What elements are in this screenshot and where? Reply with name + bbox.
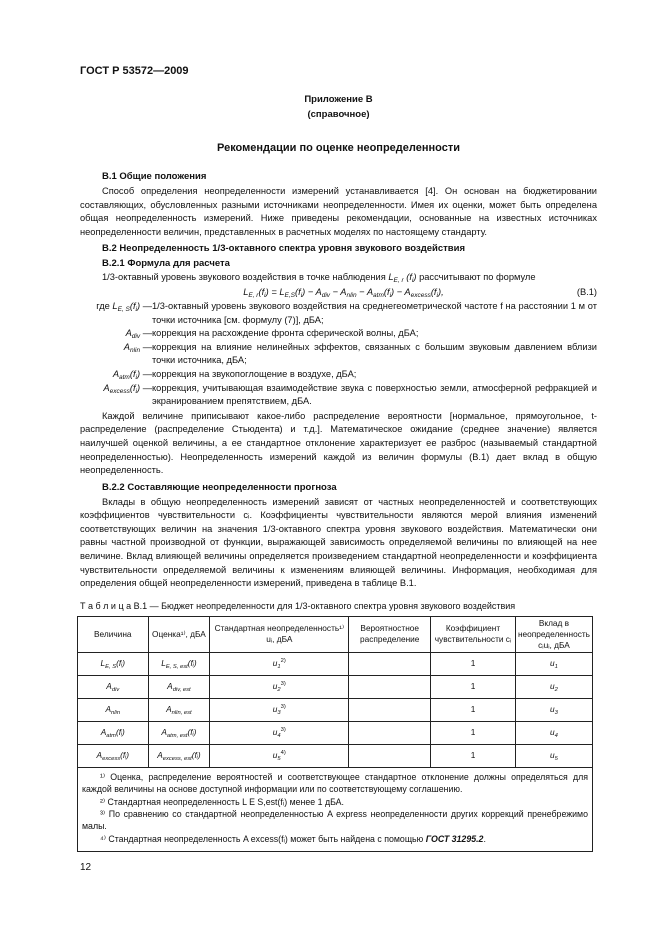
cell-distribution (349, 744, 431, 767)
appendix-subtitle: (справочное) (307, 109, 370, 120)
cell-estimate: $L_{E, S, est}(fᵢ)$ (148, 652, 210, 675)
cell-coefficient: 1 (431, 675, 516, 698)
cell-distribution (349, 675, 431, 698)
cell-contribution: $u_5$ (515, 744, 592, 767)
column-header: Стандартная неопределенность¹⁾ uᵢ, дБА (210, 616, 349, 652)
note-2: ²⁾ Стандартная неопределенность L E S,est(fᵢ) менее 1 дБА. (100, 796, 344, 807)
formula-intro: 1/3-октавный уровень звукового воздействия в точке наблюдения $L_{E, r}$ $(f_i)$ рассчитывают по формуле (102, 272, 536, 285)
definition-desc-aatm: коррекция на звукопоглощение в воздухе, дБА; (152, 368, 357, 379)
cell-estimate: $A_{div, est}$ (148, 675, 210, 698)
column-header: Коэффициент чувствительности cᵢ (431, 616, 516, 652)
formula-b1: $L_{E, r}(f_i) = L_{E,S}(f_i) - A_{div} - A_{nlin} - A_{atm}(f_i) - A_{excess}(f_i)$, (243, 286, 444, 299)
note-3: ³⁾ По сравнению со стандартной неопределенностью A express неопределенности других коррекций пренебрежимо малы. (82, 809, 588, 832)
section-b1-heading: В.1 Общие положения (102, 171, 207, 182)
cell-estimate: $A_{atm, est}(fᵢ)$ (148, 721, 210, 744)
cell-coefficient: 1 (431, 721, 516, 744)
cell-quantity: $L_{E, S}(fᵢ)$ (78, 652, 149, 675)
table-caption: Т а б л и ц а В.1 — Бюджет неопределенности для 1/3-октавного спектра уровня звукового воздействия (80, 600, 516, 611)
definition-term-les: где $L_{E, S}(f_i)$ — (96, 300, 152, 313)
cell-estimate: $A_{nlin, est}$ (148, 698, 210, 721)
section-b21-text (80, 410, 597, 478)
table-row (78, 675, 593, 698)
paragraph: Вклады в общую неопределенность измерений зависят от частных неопределенностей и соответствующих коэффициентов чувствительности cᵢ. Коэффициенты чувствительности являются мерой влияния изменений соответствующих величин на значения 1/3-октавного спектра уровня звукового воздействия. Математически они равны частной производной от функции, выражающей зависимость определяемой величины по влияющей на нее величине. Вклад влияющей величины определяется произведением стандартной неопределенности и коэффициента чувствительности определяемой величины к изменениям влияющей величины. Информация, необходимая для определения общей неопределенности измерений, приведена в таблице В.1. (80, 496, 597, 589)
cell-std-uncertainty: $u_5^{4)}$ (210, 744, 349, 767)
cell-distribution (349, 698, 431, 721)
table-row (78, 652, 593, 675)
paragraph: Способ определения неопределенности измерений устанавливается [4]. Он основан на бюджетировании составляющих, обусловленных разными источниками неопределенности. Имея их оценки, может быть определена общая неопределенность измерений. Ниже приведены рекомендации, основанные на известных источниках неопределенности величин, представленных в расчетных моделях по настоящему стандарту. (80, 186, 597, 237)
cell-estimate: $A_{excess, est}(fᵢ)$ (148, 744, 210, 767)
section-b2-heading: В.2 Неопределенность 1/3-октавного спектра уровня звукового воздействия (102, 243, 466, 255)
cell-coefficient: 1 (431, 652, 516, 675)
section-b22-heading: В.2.2 Составляющие неопределенности прогноза (102, 481, 337, 493)
cell-contribution: $u_1$ (515, 652, 592, 675)
paragraph: Каждой величине приписывают какое-либо распределение вероятности [нормальное, прямоугольное, t-распределение (распределение Стьюдента) и т.д.]. Математическое ожидание (среднее значение) является наилучшей оценкой величины, а ее стандартное отклонение характеризует ее разброс (называемый стандартной неопределенностью). Неопределенность измерений каждой из величин формулы (В.1) дает вклад в общую неопределенность. (80, 410, 597, 476)
cell-contribution: $u_4$ (515, 721, 592, 744)
column-header: Вклад в неопределенность cᵢuᵢ, дБА (515, 616, 592, 652)
column-header: Величина (78, 616, 149, 652)
table-header-row (78, 616, 593, 652)
cell-std-uncertainty: $u_1^{2)}$ (210, 652, 349, 675)
table-row (78, 721, 593, 744)
page-number: 12 (80, 862, 92, 874)
definitions-list (80, 300, 597, 409)
uncertainty-budget-table (77, 616, 593, 852)
definition-desc-les: 1/3-октавный уровень звукового воздействия на среднегеометрической частоте f на расстоянии 1 м от точки источника [см. формулу (7)], дБА; (152, 300, 597, 325)
cell-coefficient: 1 (431, 744, 516, 767)
section-b22-text (80, 496, 597, 591)
table-row (78, 698, 593, 721)
table-row (78, 744, 593, 767)
definition-term-aexcess: $A_{excess}(f_i)$ — (103, 382, 152, 395)
formula-row (80, 285, 597, 300)
definition-desc-aexcess: коррекция, учитывающая взаимодействие звука с поверхностью земли, атмосферной рефракцией и экранированием препятствием, дБА. (152, 382, 597, 407)
table-notes (78, 767, 593, 851)
note-4: ⁴⁾ Стандартная неопределенность A excess(fᵢ) может быть найдена с помощью ГОСТ 31295.2. (100, 833, 486, 844)
document-id: ГОСТ Р 53572—2009 (80, 65, 189, 77)
section-b1-text (80, 185, 597, 239)
definition-desc-adiv: коррекция на расхождение фронта сферической волны, дБА; (152, 328, 419, 339)
cell-quantity: $A_{nlin}$ (78, 698, 149, 721)
definition-term-aatm: $A_{atm}(f_i)$ — (112, 368, 152, 381)
equation-number: (B.1) (576, 286, 597, 297)
table-notes-row (78, 767, 593, 851)
cell-quantity: $A_{atm}(fᵢ)$ (78, 721, 149, 744)
cell-quantity: $A_{div}$ (78, 675, 149, 698)
cell-distribution (349, 652, 431, 675)
appendix-title: Приложение В (304, 94, 373, 105)
note-1: ¹⁾ Оценка, распределение вероятностей и соответствующее стандартное отклонение должны определяться для каждой величины на основе доступной информации или по соответствующему соглашению. (82, 771, 588, 795)
cell-distribution (349, 721, 431, 744)
cell-contribution: $u_2$ (515, 675, 592, 698)
cell-contribution: $u_3$ (515, 698, 592, 721)
section-b21-heading: В.2.1 Формула для расчета (102, 258, 230, 270)
cell-std-uncertainty: $u_2^{3)}$ (210, 675, 349, 698)
definition-term-anlin: $A_{nlin}$ — (123, 341, 152, 354)
definition-desc-anlin: коррекция на влияние нелинейных эффектов, связанных с большим звуковым давлением вблизи точки источника, дБА; (152, 341, 597, 366)
page-title: Рекомендации по оценке неопределенности (217, 142, 460, 154)
column-header: Вероятностное распределение (349, 616, 431, 652)
definition-term-adiv: $A_{div}$ — (125, 328, 152, 341)
cell-std-uncertainty: $u_3^{3)}$ (210, 698, 349, 721)
document-page (80, 64, 597, 873)
cell-quantity: $A_{excess}(fᵢ)$ (78, 744, 149, 767)
column-header: Оценка¹⁾, дБА (148, 616, 210, 652)
cell-coefficient: 1 (431, 698, 516, 721)
cell-std-uncertainty: $u_4^{3)}$ (210, 721, 349, 744)
